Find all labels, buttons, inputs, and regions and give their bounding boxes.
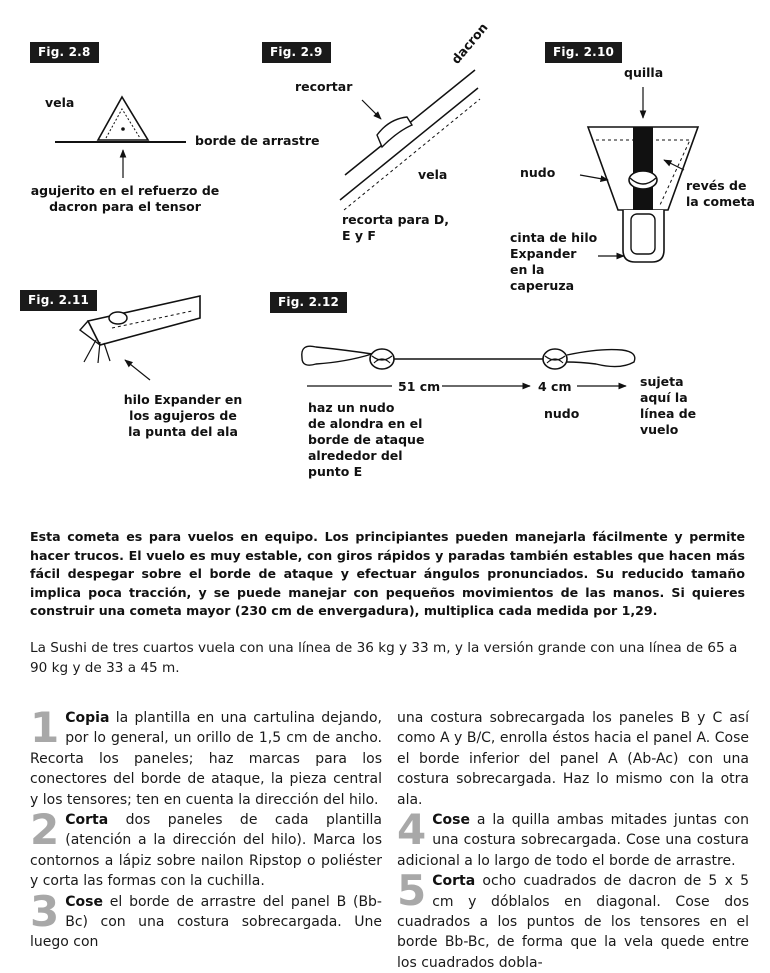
step-4-number: 4 [397, 805, 427, 855]
fig-2-10-drawing [580, 87, 698, 262]
fig-2-12-label-nudo: nudo [544, 406, 580, 421]
step-2-number: 2 [30, 805, 60, 855]
fig-2-9-label-recorta [342, 212, 449, 244]
fig-2-10-label-quilla: quilla [624, 65, 664, 80]
fig-2-12-label-sujeta [640, 374, 696, 438]
step-1-keyword: Copia [65, 710, 110, 726]
step-5-keyword: Corta [432, 873, 476, 890]
fig-2-9-label-vela: vela [418, 167, 448, 182]
step-2-text: dos paneles de cada plantilla (atención a la dirección del hilo). Marca los contornos a lápiz sobre nailon Ripstop o poliéster y corta las formas con la cuchilla. [30, 812, 382, 890]
step-3 [30, 886, 382, 953]
fig-2-11-drawing [80, 296, 200, 380]
step-1 [30, 703, 382, 810]
fig-2-8-label-agujerito [30, 183, 220, 215]
fig-2-12-label-51cm: 51 cm [398, 379, 441, 394]
fig-2-12-label-haz-line4: alrededor del [308, 448, 403, 463]
step-5-text: ocho cuadrados de dacron de 5 x 5 cm y dóblalos en diagonal. Cose dos cuadrados a los puntos de los tensores en el borde Bb-Bc, de forma que la vela quede entre los cuadrados dobla- [397, 873, 749, 971]
fig-2-12-label-4cm: 4 cm [538, 379, 572, 394]
fig-2-11-label-hilo-line1: hilo Expander en [123, 392, 243, 407]
fig-2-12-label-haz-line5: punto E [308, 464, 363, 479]
fig-2-9-drawing [340, 70, 480, 210]
fig-2-12-label-haz [308, 400, 424, 480]
fig-2-11-label-hilo-line2: los agujeros de [129, 408, 237, 423]
step-2 [30, 805, 382, 892]
fig-2-11-tag: Fig. 2.11 [20, 290, 97, 311]
fig-2-10-tag: Fig. 2.10 [545, 42, 622, 63]
fig-2-10-label-nudo: nudo [520, 165, 556, 180]
fig-2-9-label-recortar: recortar [295, 79, 353, 94]
note-paragraph: La Sushi de tres cuartos vuela con una línea de 36 kg y 33 m, y la versión grande con una línea de 65 a 90 kg y de 33 a 45 m. [30, 640, 738, 676]
step-3-continued: una costura sobrecargada los paneles B y C así como A y B/C, enrolla éstos hacia el panel A. Cose el borde inferior del panel A (Ab-Ac) con una costura sobrecargada. Haz lo mismo con la otra ala. [397, 710, 749, 808]
intro-paragraph: Esta cometa es para vuelos en equipo. Los principiantes pueden manejarla fácilmente y permite hacer trucos. El vuelo es muy estable, con giros rápidos y paradas también estables que hacen más fácil despegar sobre el borde de ataque y efectuar ángulos pronunciados. Su reducido tamaño implica poca tracción, y se puede manejar con pequeños movimientos de las manos. Si quieres construir una cometa mayor (230 cm de envergadura), multiplica cada medida por 1,29. [30, 529, 745, 618]
fig-2-10-label-cinta [510, 230, 597, 294]
fig-2-12-label-sujeta-line1: sujeta [640, 374, 684, 389]
fig-2-12-label-haz-line1: haz un nudo [308, 400, 395, 415]
instructions-column-right [397, 708, 749, 973]
fig-2-10-label-cinta-line1: cinta de hilo [510, 230, 598, 245]
fig-2-12-label-haz-line3: borde de ataque [308, 432, 425, 447]
fig-2-8-label-borde: borde de arrastre [195, 133, 320, 148]
fig-2-11-label-hilo [108, 392, 258, 440]
step-2-keyword: Corta [65, 812, 109, 829]
step-1-number: 1 [30, 703, 60, 752]
fig-2-9-label-recorta-line1: recorta para D, [342, 212, 450, 227]
step-5-number: 5 [397, 866, 427, 916]
fig-2-10-label-reves-line2: la cometa [686, 194, 755, 209]
fig-2-10-label-reves-line1: revés de [686, 178, 747, 193]
step-3-text: el borde de arrastre del panel B (Bb-Bc) con una costura sobrecargada. Une luego con [30, 893, 382, 951]
fig-2-11-label-hilo-line3: la punta del ala [128, 424, 238, 439]
fig-2-10-label-reves [686, 178, 755, 210]
fig-2-12-label-sujeta-line4: vuelo [640, 422, 679, 437]
fig-2-12-drawing [302, 346, 635, 386]
fig-2-9-tag: Fig. 2.9 [262, 42, 331, 63]
fig-2-12-label-sujeta-line2: aquí la [640, 390, 688, 405]
fig-2-12-tag: Fig. 2.12 [270, 292, 347, 313]
instructions-column-left [30, 703, 382, 953]
step-3-keyword: Cose [65, 893, 103, 910]
fig-2-8-tag: Fig. 2.8 [30, 42, 99, 63]
step-5 [397, 866, 749, 973]
fig-2-8-label-agujerito-line2: dacron para el tensor [49, 199, 201, 214]
fig-2-9-label-dacron: dacron [448, 19, 491, 67]
fig-2-12-label-sujeta-line3: línea de [640, 406, 697, 421]
fig-2-12-label-haz-line2: de alondra en el [308, 416, 423, 431]
fig-2-9-label-recorta-line2: E y F [342, 228, 376, 243]
fig-2-8-label-vela: vela [45, 95, 75, 110]
fig-2-10-label-cinta-line4: caperuza [510, 278, 575, 293]
fig-2-10-label-cinta-line3: en la [510, 262, 545, 277]
step-1-text: la plantilla en una cartulina dejando, por lo general, un orillo de 1,5 cm de ancho. Recorta los paneles; haz marcas para los conectores del borde de ataque, la pieza central y los tensores; ten en cuenta la dirección del hilo. [30, 710, 382, 808]
step-4-keyword: Cose [432, 812, 470, 829]
step-4-text: a la quilla ambas mitades juntas con una costura sobrecargada. Cose una costura adicional a lo largo de todo el borde de arrastre. [397, 812, 749, 869]
fig-2-8-label-agujerito-line1: agujerito en el refuerzo de [30, 183, 220, 198]
step-3-number: 3 [30, 886, 60, 936]
step-4 [397, 805, 749, 871]
fig-2-8-drawing [55, 97, 186, 178]
fig-2-10-label-cinta-line2: Expander [510, 246, 577, 261]
